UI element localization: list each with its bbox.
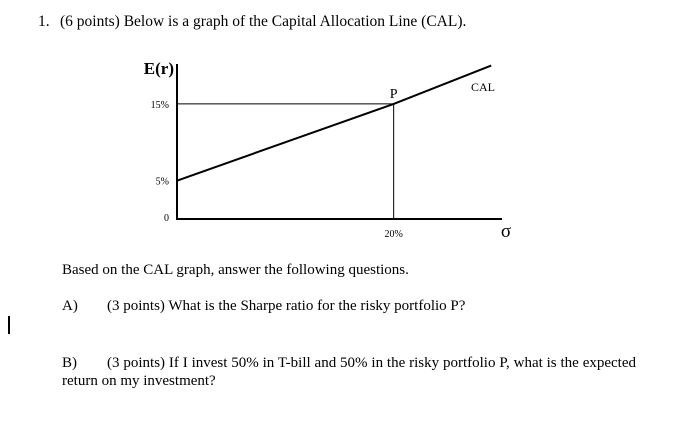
question-title: (6 points) Below is a graph of the Capital Allocation Line (CAL).	[60, 13, 467, 30]
text-cursor	[8, 316, 10, 334]
y-tick-label: 15%	[150, 99, 169, 111]
y-axis-label: E(r)	[143, 59, 174, 78]
x-tick-label: 20%	[384, 229, 403, 240]
x-axis-label: σ	[500, 221, 512, 242]
question-part-b	[62, 354, 636, 390]
cal-series-line	[177, 66, 491, 181]
point-p-label: P	[389, 86, 398, 102]
part-a-label: A)	[62, 298, 78, 314]
part-b-label: B)	[62, 355, 77, 371]
part-a-text: (3 points) What is the Sharpe ratio for the risky portfolio P?	[107, 298, 466, 314]
y-tick-label: 0	[164, 213, 169, 224]
cal-series-label: CAL	[471, 80, 495, 94]
part-b-text: (3 points) If I invest 50% in T-bill and 50% in the risky portfolio P, what is the expected return on my investment?	[62, 355, 636, 389]
instructions-text: Based on the CAL graph, answer the following questions.	[62, 262, 409, 278]
y-tick-label: 5%	[155, 176, 169, 188]
question-part-a	[62, 298, 465, 315]
question-number: 1.	[38, 13, 50, 30]
